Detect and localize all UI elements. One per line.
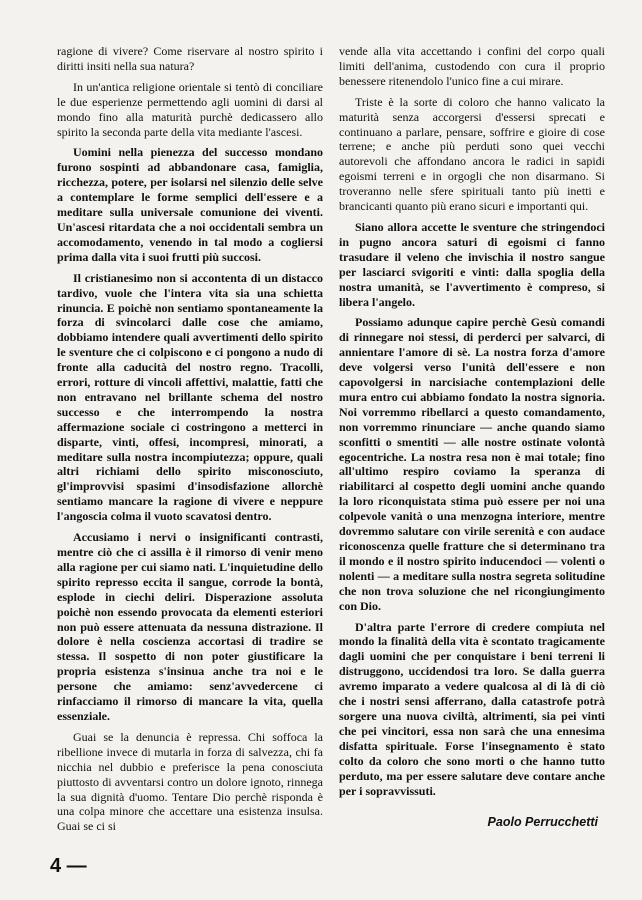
right-paragraph-1: vende alla vita accettando i confini del corpo quali limiti dell'anima, custodendo con cura il proprio benessere ritenendolo l'unico fine a cui mirare. bbox=[339, 44, 605, 88]
right-column bbox=[339, 44, 605, 804]
right-paragraph-2: Triste è la sorte di coloro che hanno valicato la maturità senza accorgersi d'essersi sprecati e continuano a parlare, pensare, soffrire e gioire di cose terrene; e anche più perduti sono quei vecchi autorevoli che affondano ancora le radici in sapidi egoismi terreni e in orgogli che non disarmano. Si troveranno nelle sfere spirituali tanto più inetti e brancicanti quanto più erano sicuri e importanti qui. bbox=[339, 94, 605, 214]
left-column bbox=[57, 44, 323, 840]
author-signature: Paolo Perrucchetti bbox=[487, 815, 598, 829]
right-paragraph-3: Siano allora accette le sventure che stringendoci in pugno ancora saturi di egoismi ci fanno trasudare il veleno che invischia il nostro sangue per lasciarci svigoriti e vinti: dalla spoglia della nostra umanità, se l'avvertimento è compreso, si libera l'angelo. bbox=[339, 219, 605, 309]
left-paragraph-6: Guai se la denuncia è repressa. Chi soffoca la ribellione invece di mutarla in forza di salvezza, chi fa nicchia nel dubbio e preferisce la pena conosciuta piuttosto di avventarsi contro un dolore ignoto, rinnega la sua dignità d'uomo. Tentare Dio perchè risponda è una colpa minore che accettare una esistenza insulsa. Guai se ci si bbox=[57, 729, 323, 834]
left-paragraph-2: In un'antica religione orientale si tentò di conciliare le due esperienze permettendo agli uomini di darsi al mondo fino alla maturità purchè dedicassero allo spirito la seconda parte della vita mediante l'ascesi. bbox=[57, 79, 323, 139]
page-number: 4 — bbox=[50, 855, 87, 877]
left-paragraph-1: ragione di vivere? Come riservare al nostro spirito i diritti insiti nella sua natura? bbox=[57, 44, 323, 73]
right-paragraph-5: D'altra parte l'errore di credere compiuta nel mondo la finalità della vita è scontato tragicamente dagli uomini che per conquistare i beni terreni li distruggono, uccidendosi tra loro. Se dalla guerra avremo imparato a vedere qualcosa al di là di ciò che i nostri sensi afferrano, dalla catastrofe potrà sorgere una nuova civiltà, altrimenti, sia pei vinti che pei vincitori, essa non sarà che una ennesima disfatta spirituale. Forse l'insegnamento è stato colto da coloro che sono morti o che hanno tutto perduto, ma per essere salutare deve contare anche per i sopravvissuti. bbox=[339, 619, 605, 798]
right-paragraph-4: Possiamo adunque capire perchè Gesù comandi di rinnegare noi stessi, di perderci per salvarci, di annientare l'amore di sè. La nostra forza d'amore deve volgersi verso l'unità dell'essere e non capovolgersi in narcisiache contemplazioni delle mura entro cui abbiamo fondato la nostra signoria. Noi vorremmo ribellarci a questo comandamento, non vorremmo rinunciare — anche quando siamo sconfitti o smentiti — alle nostre ostinate volontà egocentriche. La nostra resa non è mai totale; fino all'ultimo respiro coviamo la speranza di riabilitarci al cospetto degli uomini anche quando la loro riconquistata stima può essere per noi una colpevole vanità o una menzogna interiore, mentre dovremmo salutare con virile serenità e con audace riconoscenza quelle fratture che si determinano tra il mondo e il nostro spirito inducendoci — volenti o nolenti — a meditare sulla nostra segreta solitudine che non trova soluzione che nel ricongiungimento con Dio. bbox=[339, 315, 605, 613]
left-paragraph-5: Accusiamo i nervi o insignificanti contrasti, mentre ciò che ci assilla è il rimorso di venir meno alla ragione per cui siamo nati. L'inquietudine dello spirito represso eccita il sangue, corrode la bontà, esplode in ciechi deliri. Disperazione assoluta poichè non essendo provocata da elementi esteriori non può essere attenuata da nessuna distrazione. Il dolore è nella coscienza accortasi di tradire se stessa. Il sospetto di non poter giustificare la propria esistenza s'insinua anche tra noi e le persone che amiamo: senz'avvedercene ci rinfacciamo il rimorso di mancare la vita, quella essenziale. bbox=[57, 530, 323, 723]
left-paragraph-4: Il cristianesimo non si accontenta di un distacco tardivo, vuole che l'intera vita sia una schietta rinuncia. E poichè non sentiamo spontaneamente la forza di svincolarci dalle cose che amiamo, dobbiamo intendere quali avvertimenti dello spirito le sventure che ci colpiscono e ci pongono a nudo di fronte alla caducità del nostro regno. Tracolli, errori, rotture di vincoli affettivi, malattie, fatti che non entravano nel brillante schema del nostro successo e che interrompendo la nostra affermazione sociale ci costringono a metterci in disparte, vinti, offesi, incompresi, minorati, a meditare sulla nostra incompiutezza; oppure, quali altri richiami dello spirito misconosciuto, gl'improvvisi spasimi d'insodisfazione allorchè sentiamo mancare la ragione di vivere e neppure l'angoscia colma il vuoto scavatosi dentro. bbox=[57, 270, 323, 524]
left-paragraph-3: Uomini nella pienezza del successo mondano furono sospinti ad abbandonare casa, famiglia, ricchezza, potere, per isolarsi nel silenzio delle selve a contemplare le forme semplici dell'essere e a meditare sulla universale comunione dei viventi. Un'ascesi ritardata che a noi occidentali sembra un accomodamento, venendo in tal modo a cogliersi prima dalla vita i suoi frutti più succosi. bbox=[57, 145, 323, 264]
